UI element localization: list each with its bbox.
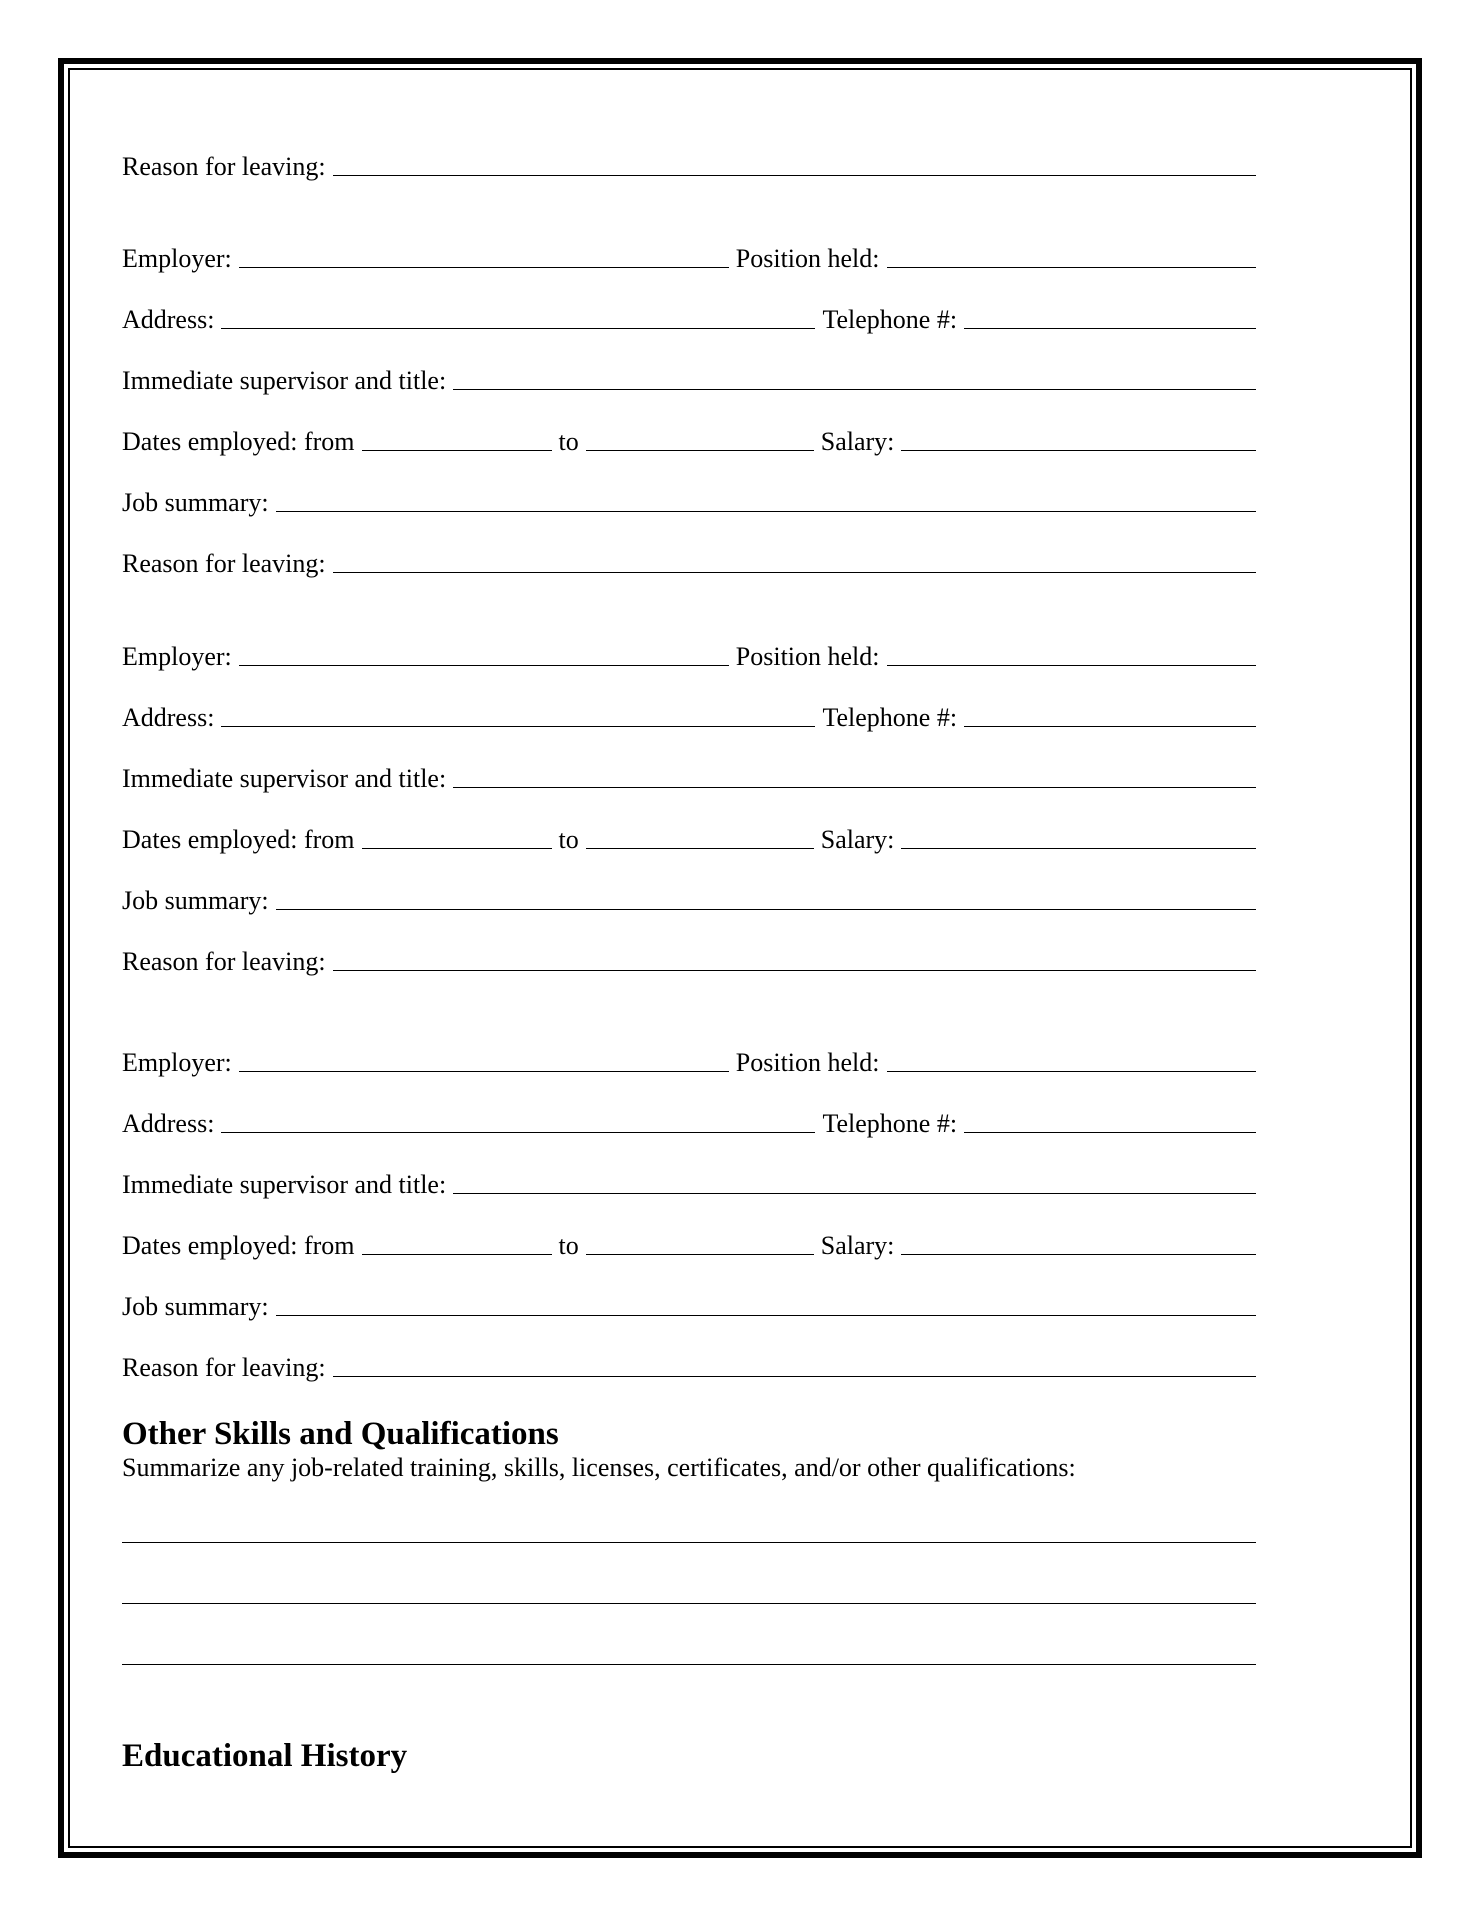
telephone-field[interactable] (964, 1131, 1256, 1133)
job-summary-label: Job summary: (122, 886, 269, 915)
reason-label: Reason for leaving: (122, 549, 326, 578)
reason-row-0 (122, 148, 1256, 182)
dates-to-field[interactable] (586, 1253, 814, 1255)
job-summary-row-3 (122, 1288, 1256, 1322)
dates-row-2 (122, 821, 1256, 855)
skills-instruction: Summarize any job-related training, skills, licenses, certificates, and/or other qualifications: (122, 1453, 1076, 1482)
reason-row-2 (122, 943, 1256, 977)
position-held-field[interactable] (887, 266, 1256, 268)
salary-label: Salary: (820, 427, 895, 456)
dates-from-label: Dates employed: from (122, 1231, 355, 1260)
employer-label: Employer: (122, 1048, 232, 1077)
supervisor-field[interactable] (453, 388, 1256, 390)
dates-to-label: to (558, 427, 579, 456)
employer-row-1 (122, 240, 1256, 274)
skills-line-1[interactable] (122, 1542, 1256, 1543)
dates-to-field[interactable] (586, 847, 814, 849)
dates-from-field[interactable] (362, 1253, 552, 1255)
dates-from-field[interactable] (362, 847, 552, 849)
reason-field[interactable] (333, 1375, 1256, 1377)
job-summary-label: Job summary: (122, 1292, 269, 1321)
dates-from-field[interactable] (362, 449, 552, 451)
reason-field[interactable] (333, 174, 1256, 176)
position-held-field[interactable] (887, 664, 1256, 666)
supervisor-row-3 (122, 1166, 1256, 1200)
supervisor-label: Immediate supervisor and title: (122, 764, 447, 793)
employer-row-2 (122, 638, 1256, 672)
skills-heading: Other Skills and Qualifications (122, 1416, 559, 1452)
address-label: Address: (122, 305, 215, 334)
telephone-label: Telephone #: (822, 305, 958, 334)
skills-line-2[interactable] (122, 1603, 1256, 1604)
dates-row-1 (122, 423, 1256, 457)
dates-to-label: to (558, 825, 579, 854)
reason-field[interactable] (333, 969, 1256, 971)
telephone-field[interactable] (964, 725, 1256, 727)
employer-field[interactable] (239, 266, 729, 268)
address-label: Address: (122, 703, 215, 732)
reason-label: Reason for leaving: (122, 1353, 326, 1382)
supervisor-row-1 (122, 362, 1256, 396)
supervisor-row-2 (122, 760, 1256, 794)
salary-field[interactable] (901, 449, 1256, 451)
salary-field[interactable] (901, 847, 1256, 849)
employer-label: Employer: (122, 244, 232, 273)
reason-row-3 (122, 1349, 1256, 1383)
job-summary-field[interactable] (276, 908, 1256, 910)
job-summary-row-1 (122, 484, 1256, 518)
skills-line-3[interactable] (122, 1664, 1256, 1665)
address-field[interactable] (221, 327, 815, 329)
salary-label: Salary: (820, 825, 895, 854)
employer-field[interactable] (239, 664, 729, 666)
address-row-2 (122, 699, 1256, 733)
job-summary-label: Job summary: (122, 488, 269, 517)
employer-field[interactable] (239, 1070, 729, 1072)
supervisor-label: Immediate supervisor and title: (122, 366, 447, 395)
employer-row-3 (122, 1044, 1256, 1078)
position-held-label: Position held: (735, 1048, 880, 1077)
supervisor-label: Immediate supervisor and title: (122, 1170, 447, 1199)
supervisor-field[interactable] (453, 786, 1256, 788)
education-heading: Educational History (122, 1738, 408, 1774)
dates-from-label: Dates employed: from (122, 825, 355, 854)
address-field[interactable] (221, 725, 815, 727)
position-held-label: Position held: (735, 244, 880, 273)
salary-field[interactable] (901, 1253, 1256, 1255)
supervisor-field[interactable] (453, 1192, 1256, 1194)
reason-label: Reason for leaving: (122, 152, 326, 181)
telephone-label: Telephone #: (822, 703, 958, 732)
address-field[interactable] (221, 1131, 815, 1133)
job-summary-row-2 (122, 882, 1256, 916)
position-held-label: Position held: (735, 642, 880, 671)
dates-from-label: Dates employed: from (122, 427, 355, 456)
address-row-1 (122, 301, 1256, 335)
salary-label: Salary: (820, 1231, 895, 1260)
reason-label: Reason for leaving: (122, 947, 326, 976)
address-row-3 (122, 1105, 1256, 1139)
telephone-field[interactable] (964, 327, 1256, 329)
telephone-label: Telephone #: (822, 1109, 958, 1138)
dates-row-3 (122, 1227, 1256, 1261)
job-summary-field[interactable] (276, 510, 1256, 512)
position-held-field[interactable] (887, 1070, 1256, 1072)
dates-to-label: to (558, 1231, 579, 1260)
reason-row-1 (122, 545, 1256, 579)
employer-label: Employer: (122, 642, 232, 671)
reason-field[interactable] (333, 571, 1256, 573)
address-label: Address: (122, 1109, 215, 1138)
job-summary-field[interactable] (276, 1314, 1256, 1316)
dates-to-field[interactable] (586, 449, 814, 451)
